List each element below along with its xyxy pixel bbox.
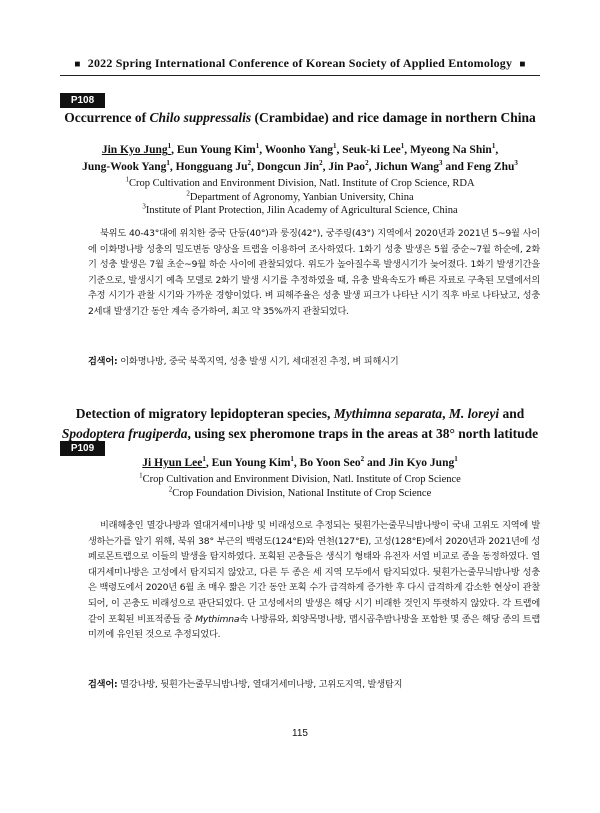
author-name: Hongguang Ju$^2$	[175, 159, 251, 173]
header-bullet-left: ■	[74, 59, 81, 70]
affiliations-p109	[60, 473, 540, 500]
conference-header	[60, 56, 540, 71]
author-name: Feng Zhu$^3$	[466, 159, 518, 173]
header-bullet-right: ■	[519, 59, 526, 70]
abstract-code-p108: P108	[60, 93, 105, 108]
author-name: Jung-Wook Yang$^1$	[82, 159, 170, 173]
page-number: 115	[292, 728, 308, 739]
author-name: Jin Kyo Jung$^1$	[388, 455, 458, 469]
conference-title: 2022 Spring International Conference of Korean Society of Applied Entomology	[87, 56, 513, 70]
author-name: Jin Kyo Jung$^1$	[101, 142, 172, 156]
author-name: Myeong Na Shin$^1$	[410, 142, 496, 156]
abstract-title-p109: Detection of migratory lepidopteran species, Mythimna separata, M. loreyi and Spodoptera frugiperda, using sex pheromone traps in the areas at 38° north latitude	[61, 406, 539, 441]
author-list-p109: Ji Hyun Lee$^1$, Eun Young Kim$^1$, Bo Yoon Seo$^2$ and Jin Kyo Jung$^1$	[142, 455, 458, 469]
keywords-p108	[88, 355, 540, 369]
author-name: Ji Hyun Lee$^1$	[142, 455, 206, 469]
author-name: Eun Young Kim$^1$	[211, 455, 294, 469]
affiliation: $^2$Crop Foundation Division, National Institute of Crop Science	[168, 485, 432, 499]
keywords-value: 이화명나방, 중국 북쪽지역, 성충 발생 시기, 세대전진 추정, 벼 피해시기	[120, 356, 399, 367]
author-name: Jichun Wang$^3$	[374, 159, 443, 173]
author-name: Jin Pao$^2$	[328, 159, 369, 173]
keywords-p109	[88, 678, 540, 692]
affiliation: $^1$Crop Cultivation and Environment Division, Natl. Institute of Crop Science	[139, 471, 461, 485]
keywords-label: 검색어:	[88, 356, 118, 367]
keywords-value: 멸강나방, 뒷흰가는줄무늬밤나방, 열대거세미나방, 고위도지역, 발생탐지	[120, 679, 403, 690]
author-name: Eun Young Kim$^1$	[176, 142, 260, 156]
abstract-title-p108: Occurrence of Chilo suppressalis (Crambidae) and rice damage in northern China	[64, 110, 536, 125]
affiliation: $^1$Crop Cultivation and Environment Division, Natl. Institute of Crop Science, RDA	[125, 175, 475, 189]
affiliation: $^3$Institute of Plant Protection, Jilin Academy of Agricultural Science, China	[142, 202, 458, 216]
affiliation: $^2$Department of Agronomy, Yanbian University, China	[186, 189, 414, 203]
affiliations-p108	[60, 177, 540, 218]
author-name: Dongcun Jin$^2$	[256, 159, 323, 173]
keywords-label: 검색어:	[88, 679, 118, 690]
abstract-body-p108: 북위도 40-43°대에 위치한 중국 단둥(40°)과 룽징(42°), 궁주링(43°) 지역에서 2020년과 2021년 5~9월 사이에 이화명나방 성충의 밀도변동 양상을 트랩을 이용하여 조사하였다. 1화기 성충 발생은 5월 중순~7월 하순에, 2화기 성충 발생은 7월 초순~9월 하순 사이에 관찰되었다. 위도가 높아질수록 발생시기가 늦어졌다. 1화기 발생기간을 기준으로, 발생시기 예측 모델로 2화기 발생 시기를 추정하였을 때, 유충 발육속도가 빠른 자료로 구축된 모델에서의 추정 시기가 관찰 시기와 가까운 경향이었다. 벼 피해주율은 성충 발생 피크가 나타난 시기 직후 바로 나타났고, 성충 2세대 발생기간 동안 계속 증가하여, 최고 약 35%까지 관찰되었다.	[88, 228, 540, 317]
abstract-code-p109: P109	[60, 441, 105, 456]
header-rule	[60, 75, 540, 76]
author-name: Woonho Yang$^1$	[264, 142, 337, 156]
author-list-p108: Jin Kyo Jung$^1$, Eun Young Kim$^1$, Woonho Yang$^1$, Seuk-ki Lee$^1$, Myeong Na Shin$^1$, Jung-Wook Yang$^1$, Hongguang Ju$^2$, Dongcun Jin$^2$, Jin Pao$^2$, Jichun Wang$^3$ and Feng Zhu$^3$	[82, 142, 518, 173]
author-name: Bo Yoon Seo$^2$	[299, 455, 365, 469]
abstract-body-p109: 비래해충인 멸강나방과 열대거세미나방 및 비래성으로 추정되는 뒷흰가는줄무늬밤나방이 국내 고위도 지역에 발생하는가를 알기 위해, 북위 38° 부근의 백령도(124°E)와 연천(127°E), 고성(128°E)에서 2020년과 2021년에 성페로몬트랩으로 이들의 발생을 탐지하였다. 포획된 곤충들은 생식기 형태와 유전자 서열 비교로 종을 동정하였다. 열대거세미나방은 고성에서 탐지되지 않았고, 다른 두 종은 세 지역 모두에서 탐지되었다. 뒷흰가는줄무늬밤나방 성충은 백령도에서 2020년 6월 초 매우 짧은 기간 동안 포획 수가 급격하게 증가한 후 다시 급격하게 감소한 현상이 관찰되어, 이 곤충도 비래성으로 판단되었다. 단 고성에서의 발생은 해당 시기 비래한 것인지 뚜렷하지 않았다. 각 트랩에 같이 포획된 비표적종들 중 Mythimna속 나방류와, 회양목명나방, 맵시곱추밤나방을 포함한 몇 종은 해당 종의 트랩 미끼에 유인된 것으로 추정되었다.	[88, 520, 540, 641]
author-name: Seuk-ki Lee$^1$	[342, 142, 405, 156]
